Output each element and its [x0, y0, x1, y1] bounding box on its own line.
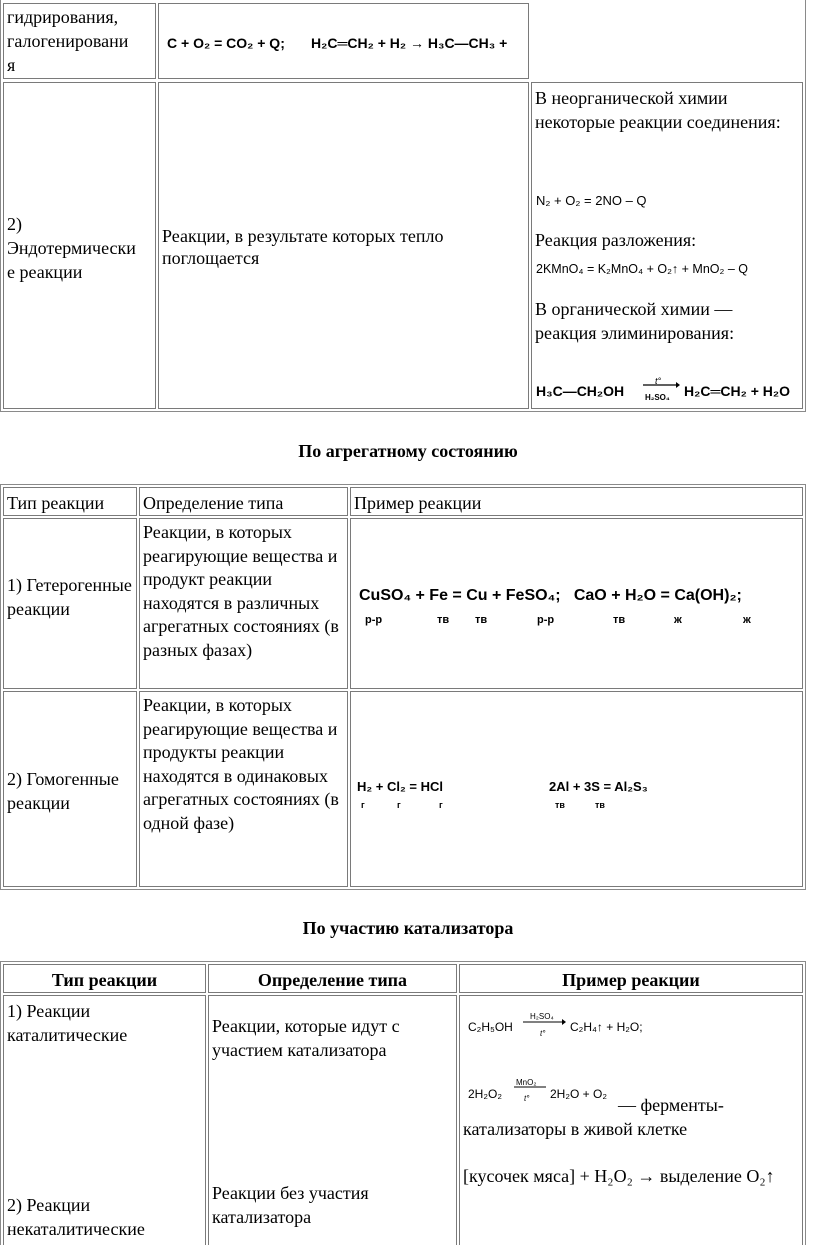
catalytic-type: 1) Реакции каталитические	[7, 1001, 128, 1045]
condition-above: MnO₂	[516, 1078, 537, 1087]
state-label: тв	[475, 614, 488, 626]
table2-header-definition: Определение типа	[139, 487, 348, 516]
type-line: гидрирования,	[7, 7, 119, 27]
table3-header-type: Тип реакции	[3, 964, 206, 993]
condition-below: H₂SO₄	[645, 393, 670, 402]
elimination-arrow	[642, 373, 680, 402]
inorganic-intro: В неорганической химии некоторые реакции соединения:	[535, 88, 781, 132]
condition-below: t°	[524, 1094, 530, 1103]
noncatalytic-type: 2) Реакции некаталитические	[7, 1195, 145, 1239]
type-line: Эндотермически	[7, 238, 136, 258]
table2-row2-type-cell	[3, 691, 137, 887]
table1-row2-example-cell	[531, 82, 803, 409]
combustion-equation: C + O₂ = CO₂ + Q;	[167, 35, 285, 51]
table3-type-cell	[3, 995, 206, 1245]
meat-example: [кусочек мяса] + H₂O₂ → выделение O₂↑	[463, 1166, 775, 1186]
condition-above: H₂SO₄	[530, 1012, 554, 1021]
organic-intro: В органической химии — реакция элиминирования:	[535, 299, 735, 343]
endothermic-definition: Реакции, в результате которых тепло поглощается	[162, 226, 444, 268]
aluminium-sulfide-equation: 2Al + 3S = Al₂S₃	[549, 779, 648, 794]
peroxide-decomposition-products: 2H₂O + O₂	[550, 1087, 607, 1101]
state-label: р-р	[365, 614, 383, 626]
state-label: р-р	[537, 614, 555, 626]
state-label: г	[397, 800, 401, 810]
hydrogenation-equation: H₂C═CH₂ + H₂ → H₃C—CH₃ +	[311, 35, 508, 51]
decomposition-label: Реакция разложения:	[535, 230, 697, 250]
permanganate-equation: 2KMnO₄ = K₂MnO₄ + O₂↑ + MnO₂ – Q	[536, 262, 748, 276]
table1-row1-type-cell	[3, 3, 156, 79]
table2-row1-type-cell	[3, 518, 137, 689]
homogeneous-type: 2) Гомогенные реакции	[7, 769, 119, 813]
state-label: тв	[595, 800, 605, 810]
table1-row2-definition-cell	[158, 82, 529, 409]
condition-above: t°	[655, 376, 662, 386]
homogeneous-definition: Реакции, в которых реагирующие вещества и продукты реакции находятся в одинаковых агрегатных состояниях (в одной фазе)	[143, 695, 339, 833]
table2-row2-example-cell	[350, 691, 803, 887]
table3-definition-cell	[208, 995, 457, 1245]
state-label: тв	[613, 614, 626, 626]
state-label: г	[361, 800, 365, 810]
elimination-reactant: H₃C—CH₂OH	[536, 383, 625, 399]
state-label: г	[439, 800, 443, 810]
peroxide-decomposition-reactant: 2H₂O₂	[468, 1087, 502, 1101]
state-label: тв	[437, 614, 450, 626]
table2-row1-example-cell	[350, 518, 803, 689]
state-label: тв	[555, 800, 565, 810]
type-line: 2)	[7, 214, 22, 234]
hydrogen-chloride-equation: H₂ + Cl₂ = HCl	[357, 779, 443, 794]
table1-row1-example-cell	[158, 3, 529, 79]
table1-row2-type-cell	[3, 82, 156, 409]
type-line: галогенировани	[7, 31, 129, 51]
type-line: е реакции	[7, 262, 83, 282]
heterogeneous-type: 1) Гетерогенные реакции	[7, 575, 132, 619]
state-label: ж	[674, 614, 682, 626]
condition-below: t°	[540, 1029, 546, 1038]
table2-header-type: Тип реакции	[3, 487, 137, 516]
section-heading-aggregate-state: По агрегатному состоянию	[298, 441, 518, 461]
section-heading-catalyst: По участию катализатора	[302, 918, 514, 938]
heterogeneous-equation: CuSO₄ + Fe = Cu + FeSO₄; CaO + H₂O = Ca(OH)₂;	[359, 587, 742, 604]
table2-row1-definition-cell	[139, 518, 348, 689]
state-label: ж	[743, 614, 751, 626]
ethanol-dehydration-products: C₂H₄↑ + H₂O;	[570, 1020, 643, 1034]
table3-example-cell	[459, 995, 803, 1245]
type-line: я	[7, 55, 16, 75]
ethanol-dehydration-reactant: C₂H₅OH	[468, 1020, 513, 1034]
catalytic-definition: Реакции, которые идут с участием катализатора	[212, 1016, 400, 1060]
nitrogen-oxide-equation: N₂ + O₂ = 2NO – Q	[536, 193, 647, 208]
table3-header-definition: Определение типа	[208, 964, 457, 993]
table2-row2-definition-cell	[139, 691, 348, 887]
table2-header-example: Пример реакции	[350, 487, 803, 516]
table3-header-example: Пример реакции	[459, 964, 803, 993]
elimination-products: H₂C═CH₂ + H₂O	[684, 383, 790, 399]
catalyst-arrow-1	[522, 1008, 566, 1038]
heterogeneous-definition: Реакции, в которых реагирующие вещества и продукт реакции находятся в различных агрегатных состояниях (в разных фазах)	[143, 522, 339, 660]
enzyme-note: — ферменты-катализаторы в живой клетке	[463, 1095, 724, 1139]
noncatalytic-definition: Реакции без участия катализатора	[212, 1183, 369, 1227]
